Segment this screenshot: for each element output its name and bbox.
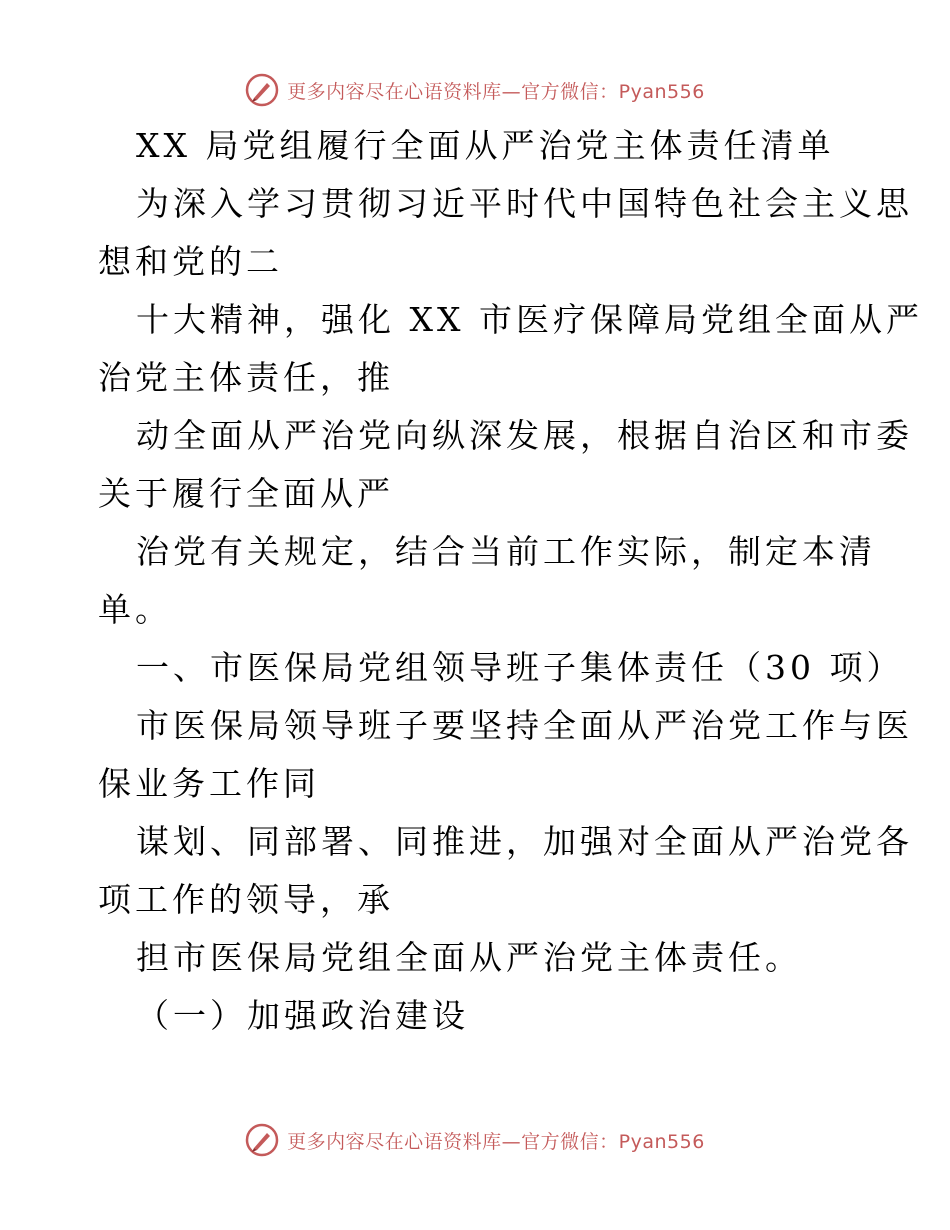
paragraph-line: 谋划、同部署、同推进，加强对全面从严治党各 <box>136 822 913 861</box>
paragraph-line: 治党有关规定，结合当前工作实际，制定本清 <box>136 532 876 571</box>
watermark-text: 更多内容尽在心语资料库—官方微信：Pyan556 <box>287 80 705 103</box>
section-heading: 一、市医保局党组领导班子集体责任（30 项） <box>136 648 904 687</box>
subsection-heading: （一）加强政治建设 <box>136 996 469 1035</box>
paragraph-line: 动全面从严治党向纵深发展，根据自治区和市委 <box>136 416 913 455</box>
paragraph-line: 单。 <box>98 590 172 629</box>
paragraph-line: 市医保局领导班子要坚持全面从严治党工作与医 <box>136 706 913 745</box>
paragraph-line: 担市医保局党组全面从严治党主体责任。 <box>136 938 802 977</box>
paragraph-line: 保业务工作同 <box>98 764 320 803</box>
pen-logo-icon <box>245 1123 279 1157</box>
watermark-text: 更多内容尽在心语资料库—官方微信：Pyan556 <box>287 1130 705 1153</box>
paragraph-line: 想和党的二 <box>98 242 283 281</box>
paragraph-line: 治党主体责任，推 <box>98 358 394 397</box>
watermark-footer <box>0 1120 950 1160</box>
paragraph-line: 项工作的领导，承 <box>98 880 394 919</box>
document-title: XX 局党组履行全面从严治党主体责任清单 <box>136 126 835 165</box>
paragraph-line: 关于履行全面从严 <box>98 474 394 513</box>
paragraph-line: 十大精神，强化 XX 市医疗保障局党组全面从严 <box>136 300 923 339</box>
paragraph-line: 为深入学习贯彻习近平时代中国特色社会主义思 <box>136 184 913 223</box>
